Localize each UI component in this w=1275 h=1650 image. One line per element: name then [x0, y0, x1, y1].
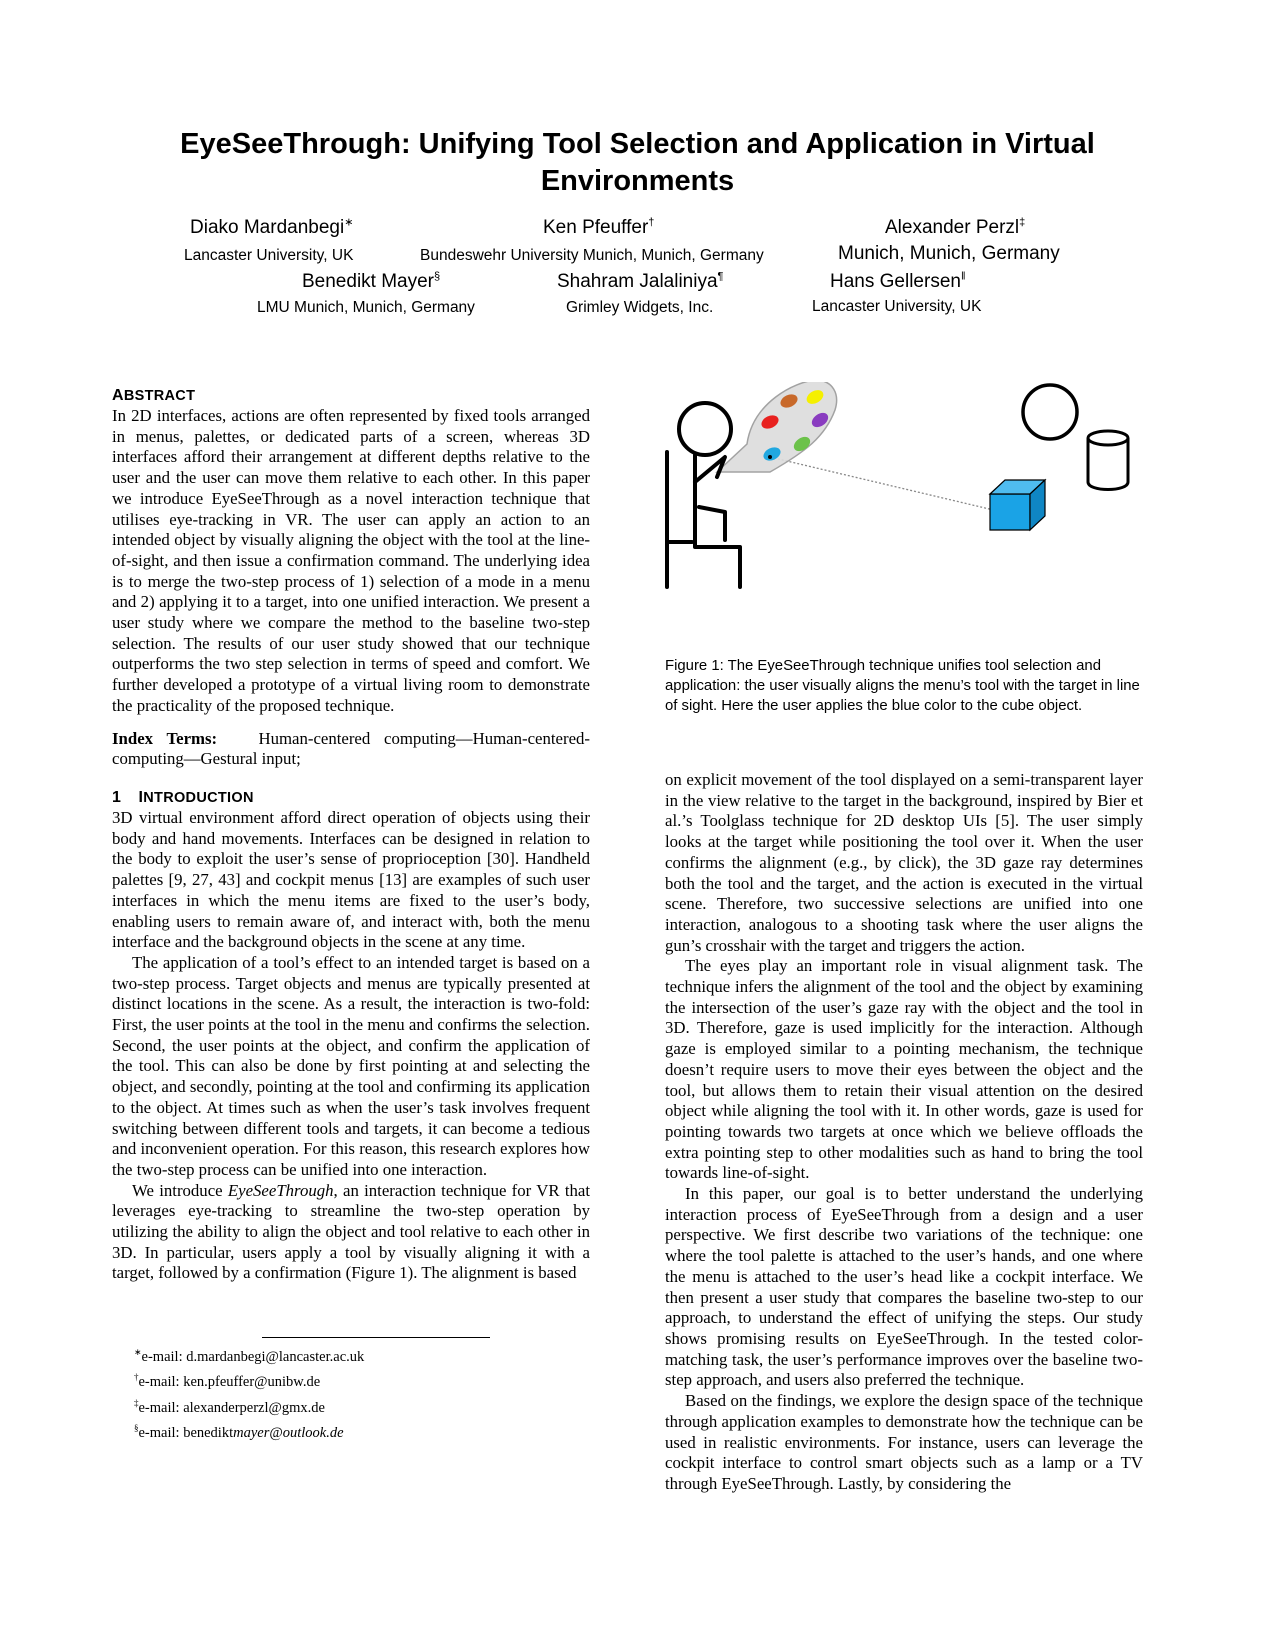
footnote-rule — [262, 1337, 490, 1338]
author-name: Alexander Perzl‡ — [885, 216, 1026, 238]
footnote: §e-mail: benediktmayer@outlook.de — [134, 1422, 344, 1441]
paragraph: In this paper, our goal is to better understand the underlying interaction process of EyeSeeThrough from a design and a user perspective. We first describe two variations of the technique: one where the tool palette is attached to the user’s hands, and one where the menu is attached to the user’s head like a cockpit interface. We then present a user study that compares the baseline two-step to our approach, to understand the effect of unifying the steps. Our study shows promising results on EyeSeeThrough. In the tested color-matching task, the user’s performance improves over the baseline two-step approach, and users also preferred the technique. — [665, 1184, 1143, 1390]
paragraph: 3D virtual environment afford direct operation of objects using their body and hand movements. Interfaces can be designed in relation to the body to exploit the user’s sense of proprioception [30]. Handheld palettes [9, 27, 43] and cockpit menus [13] are examples of such user interfaces in which the menu items are fixed to the user’s body, enabling users to remain aware of, and interact with, both the menu interface and the background objects in the scene at any time. — [112, 808, 590, 952]
paragraph: We introduce EyeSeeThrough, an interaction technique for VR that leverages eye-tracking to streamline the two-step operation by utilizing the ability to align the object and tool relative to each other in 3D. In particular, users apply a tool by visually aligning it with a target, followed by a confirmation (Figure 1). The alignment is based — [112, 1180, 590, 1283]
abstract-text: In 2D interfaces, actions are often represented by fixed tools arranged in menus, palettes, or dedicated parts of a screen, whereas 3D interfaces afford their arrangement at different depths relative to the user and the user can move them relative to each other. In this paper we introduce EyeSeeThrough as a novel interaction technique that utilises eye-tracking in VR. The user can apply an action to an intended object by visually aligning the object with the tool at the line-of-sight, and then issue a confirmation command. The underlying idea is to merge the two-step process of 1) selection of a mode in a menu and 2) applying it to a target, into one unified interaction. We present a user study where we compare the method to the baseline two-step selection. The results of our user study showed that our technique outperforms the two step selection in terms of speed and comfort. We further developed a prototype of a virtual living room to demonstrate the practicality of the proposed technique. — [112, 406, 590, 715]
author-name: Diako Mardanbegi∗ — [190, 216, 354, 238]
author-affiliation: Munich, Munich, Germany — [838, 243, 1060, 264]
introduction-section — [112, 788, 590, 1284]
figure-1-illustration — [665, 382, 1165, 634]
figure-1-caption: Figure 1: The EyeSeeThrough technique unifies tool selection and application: the user visually aligns the menu’s tool with the target in line of sight. Here the user applies the blue color to the cube object. — [665, 658, 1140, 714]
abstract-section — [112, 386, 590, 770]
paragraph: Based on the findings, we explore the design space of the technique through application examples to demonstrate how the technique can be used in realistic environments. For instance, users can leverage the cockpit interface to control smart objects such as a lamp or a TV through EyeSeeThrough. Lastly, by considering the — [665, 1391, 1143, 1493]
footnotes — [134, 1342, 554, 1443]
right-column-text — [665, 770, 1143, 1495]
author-name: Benedikt Mayer§ — [302, 270, 441, 292]
introduction-heading: 1 INTRODUCTION — [112, 789, 254, 806]
author-name: Shahram Jalaliniya¶ — [557, 270, 724, 292]
paragraph: on explicit movement of the tool displayed on a semi-transparent layer in the view relative to the target in the background, inspired by Bier et al.’s Toolglass technique for 2D desktop UIs [5]. The user simply looks at the target while positioning the tool over it. When the user confirms the alignment (e.g., by click), the 3D gaze ray determines both the tool and the target, and the action is executed in the virtual scene. Therefore, two successive selections are unified into one interaction, analogous to a shooting task where the user aligns the gun’s crosshair with the target and triggers the action. — [665, 770, 1143, 955]
footnote: ‡e-mail: alexanderperzl@gmx.de — [134, 1397, 325, 1416]
footnote: ∗e-mail: d.mardanbegi@lancaster.ac.uk — [134, 1347, 365, 1365]
paragraph: The eyes play an important role in visual alignment task. The technique infers the alignment of the tool and the object by examining the intersection of the user’s gaze ray with the object and the tool in 3D. Therefore, gaze is used implicitly for the interaction. Although gaze is employed similar to a pointing mechanism, the technique doesn’t require users to move their eyes between the object and the tool, but allows them to retain their visual attention on the desired object while aligning the tool with it. In other words, gaze is used for pointing towards two targets at once which we believe offloads the extra pointing step to other modalities such as hand to bring the tool towards line-of-sight. — [665, 956, 1143, 1183]
author-name: Hans Gellersen‖ — [830, 270, 966, 292]
author-affiliation: Bundeswehr University Munich, Munich, Germany — [420, 247, 764, 264]
author-affiliation: Grimley Widgets, Inc. — [566, 299, 714, 316]
sphere-object — [1023, 385, 1077, 439]
footnote: †e-mail: ken.pfeuffer@unibw.de — [134, 1372, 321, 1391]
author-affiliation: Lancaster University, UK — [812, 298, 982, 315]
paper-title: EyeSeeThrough: Unifying Tool Selection and Application in Virtual Environments — [180, 128, 1095, 197]
author-name: Ken Pfeuffer† — [543, 216, 655, 238]
gaze-ray — [770, 457, 1023, 517]
blue-cube-object — [990, 480, 1045, 530]
author-affiliation: Lancaster University, UK — [184, 247, 354, 264]
gaze-point — [768, 455, 772, 459]
author-affiliation: LMU Munich, Munich, Germany — [257, 299, 475, 316]
seated-user-figure — [667, 403, 740, 587]
index-terms: Index Terms: Human-centered computing—Human-centered-computing—Gestural input; — [112, 728, 590, 769]
abstract-heading: ABSTRACT — [112, 387, 196, 404]
paragraph: The application of a tool’s effect to an intended target is based on a two-step process. Target objects and menus are typically presented at distinct locations in the scene. As a result, the interaction is two-fold: First, the user points at the tool in the menu and confirms the selection. Second, the user points at the object, and confirm the application of the tool. This can also be done by first pointing at and selecting the object, and secondly, pointing at the tool and confirming its application to the object. At times such as when the user’s task involves frequent switching between different tools and targets, it can become a tedious and inconvenient operation. For this reason, this research explores how the two-step process can be unified into one interaction. — [112, 952, 591, 1179]
cylinder-object — [1088, 431, 1128, 490]
